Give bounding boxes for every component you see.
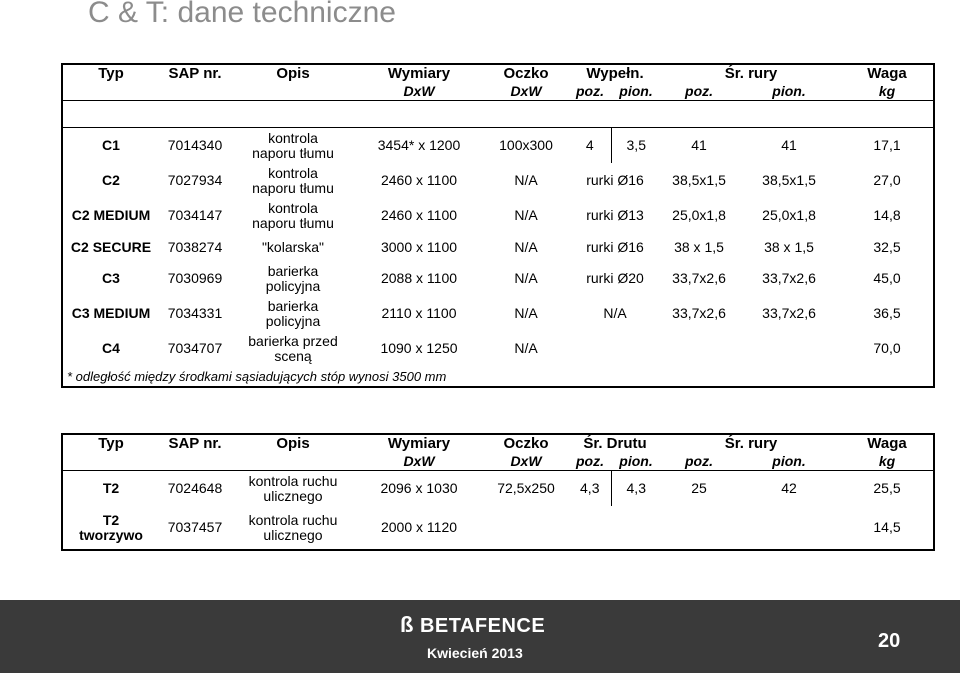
cell-sap: 7034331: [167, 305, 223, 321]
header-opis: Opis: [276, 435, 310, 452]
sub-oczko: DxW: [510, 83, 542, 99]
cell-sap: 7034147: [167, 207, 223, 223]
cell-opis: kontrola ruchu ulicznego: [248, 511, 338, 543]
cell-oczko: 100x300: [499, 137, 553, 153]
cell-waga: 14,5: [873, 519, 901, 535]
table-row: [62, 128, 934, 164]
cell-wymiary: 2000 x 1120: [380, 519, 458, 535]
sub-rura-poz: poz.: [685, 453, 713, 469]
header-sr-drutu: Śr. Drutu: [583, 435, 647, 452]
cell-waga: 27,0: [873, 172, 901, 188]
cell-typ: C1: [102, 137, 120, 153]
cell-opis: barierka przed sceną: [248, 332, 338, 364]
cell-sap: 7024648: [167, 480, 223, 496]
cell-sap: 7037457: [167, 519, 223, 535]
sub-wymiary: DxW: [403, 83, 435, 99]
header-typ: Typ: [98, 65, 124, 82]
cell-oczko: N/A: [514, 207, 538, 223]
header-sr-rury: Śr. rury: [724, 435, 778, 452]
cell-sap: 7030969: [167, 270, 223, 286]
cell-rura-poz: 41: [691, 137, 707, 153]
cell-wypeln-pion: 3,5: [611, 128, 661, 164]
header-typ: Typ: [98, 435, 124, 452]
page-number: 20: [878, 630, 901, 652]
table-row: [62, 261, 934, 296]
cell-rura-poz: 25,0x1,8: [672, 207, 726, 223]
cell-rura-poz: 25: [691, 480, 707, 496]
sub-rura-poz: poz.: [685, 83, 714, 99]
cell-waga: 36,5: [873, 305, 901, 321]
cell-wymiary: 2110 x 1100: [381, 305, 457, 321]
header-oczko: Oczko: [503, 65, 549, 82]
cell-rura-poz: 38,5x1,5: [672, 172, 726, 188]
cell-opis: "kolarska": [261, 238, 325, 255]
cell-oczko: N/A: [514, 238, 538, 255]
cell-opis: kontrola ruchu ulicznego: [248, 472, 338, 504]
cell-typ: C2 SECURE: [70, 238, 152, 255]
cell-oczko: N/A: [514, 172, 538, 188]
cell-wypeln: rurki Ø20: [586, 270, 644, 286]
header-sap: SAP nr.: [168, 435, 222, 452]
footer-date: Kwiecień 2013: [427, 645, 523, 661]
sub-wypeln-pion: pion.: [619, 83, 653, 99]
cell-rura-pion: 25,0x1,8: [762, 207, 816, 223]
header-sap: SAP nr.: [168, 65, 222, 82]
cell-sap: 7014340: [167, 137, 223, 153]
cell-oczko: N/A: [514, 270, 538, 286]
cell-opis: barierka policyjna: [265, 297, 321, 329]
sub-drut-poz: poz.: [576, 453, 604, 469]
table-row: [62, 506, 934, 550]
cell-rura-pion: 41: [781, 137, 797, 153]
cell-typ: C4: [102, 340, 120, 356]
cell-opis: kontrola naporu tłumu: [252, 199, 334, 231]
cell-typ: C2: [102, 172, 120, 188]
cell-wypeln-poz: 4: [585, 137, 594, 153]
sub-rura-pion: pion.: [772, 453, 806, 469]
cell-oczko: 72,5x250: [497, 480, 555, 496]
header-waga: Waga: [867, 65, 907, 82]
cell-sap: 7027934: [167, 172, 223, 188]
cell-rura-poz: 33,7x2,6: [672, 270, 726, 286]
sub-waga: kg: [878, 453, 896, 469]
cell-opis: barierka policyjna: [265, 262, 321, 294]
cell-wymiary: 2096 x 1030: [380, 480, 458, 496]
sub-drut-pion: pion.: [619, 453, 653, 469]
sub-waga: kg: [878, 83, 896, 99]
company-logo: ß BETAFENCE: [400, 612, 546, 637]
cell-opis: kontrola naporu tłumu: [252, 129, 334, 161]
sub-rura-pion: pion.: [772, 83, 806, 99]
sub-oczko: DxW: [510, 453, 542, 469]
header-wymiary: Wymiary: [387, 435, 451, 452]
cell-rura-pion: 33,7x2,6: [762, 270, 816, 286]
header-oczko: Oczko: [503, 435, 549, 452]
cell-rura-pion: 42: [781, 480, 797, 496]
cell-rura-pion: 38,5x1,5: [762, 172, 816, 188]
betafence-mark-icon: ß: [400, 612, 414, 637]
header-waga: Waga: [867, 435, 907, 452]
cell-wymiary: 3454* x 1200: [377, 137, 461, 153]
cell-wymiary: 2088 x 1100: [380, 270, 458, 286]
cell-waga: 17,1: [873, 137, 901, 153]
cell-wymiary: 3000 x 1100: [380, 238, 458, 255]
cell-wymiary: 1090 x 1250: [380, 340, 458, 356]
cell-rura-poz: 38 x 1,5: [674, 238, 724, 255]
page-title: C & T: dane techniczne: [88, 0, 396, 29]
cell-rura-pion: 33,7x2,6: [762, 305, 816, 321]
cell-waga: 70,0: [873, 340, 901, 356]
table-row: [62, 233, 934, 261]
cell-waga: 45,0: [873, 270, 901, 286]
sub-wypeln-poz: poz.: [576, 83, 604, 99]
table-row: [62, 163, 934, 198]
table-t-series: [61, 433, 935, 551]
cell-wypeln: rurki Ø16: [586, 172, 644, 188]
cell-typ: C3 MEDIUM: [71, 305, 151, 321]
table-row: [62, 331, 934, 366]
cell-wymiary: 2460 x 1100: [380, 207, 458, 223]
cell-wypeln: N/A: [603, 305, 627, 321]
cell-oczko: N/A: [514, 340, 538, 356]
table-row: [62, 296, 934, 331]
cell-typ: T2 tworzywo: [79, 511, 143, 543]
cell-drut-pion: 4,3: [611, 471, 661, 507]
cell-waga: 25,5: [873, 480, 901, 496]
cell-typ: T2: [102, 480, 120, 496]
cell-rura-poz: 33,7x2,6: [672, 305, 726, 321]
cell-wypeln: rurki Ø13: [586, 207, 644, 223]
header-wymiary: Wymiary: [387, 65, 451, 82]
cell-sap: 7034707: [167, 340, 223, 356]
header-opis: Opis: [276, 65, 310, 82]
cell-wypeln: rurki Ø16: [586, 238, 644, 255]
cell-drut-poz: 4,3: [580, 480, 600, 496]
footnote: * odległość między środkami sąsiadujących stóp wynosi 3500 mm: [67, 368, 447, 384]
cell-typ: C3: [102, 270, 120, 286]
sub-wymiary: DxW: [403, 453, 435, 469]
cell-waga: 14,8: [873, 207, 901, 223]
header-sr-rury: Śr. rury: [724, 65, 778, 82]
table-c-series: [61, 63, 935, 388]
cell-rura-pion: 38 x 1,5: [764, 238, 814, 255]
cell-wymiary: 2460 x 1100: [380, 172, 458, 188]
cell-sap: 7038274: [167, 238, 223, 255]
table-row: [62, 471, 934, 507]
cell-typ: C2 MEDIUM: [71, 207, 151, 223]
header-wypeln: Wypełn.: [586, 65, 644, 82]
cell-waga: 32,5: [873, 238, 901, 255]
cell-opis: kontrola naporu tłumu: [252, 164, 334, 196]
cell-oczko: N/A: [514, 305, 538, 321]
table-row: [62, 198, 934, 233]
